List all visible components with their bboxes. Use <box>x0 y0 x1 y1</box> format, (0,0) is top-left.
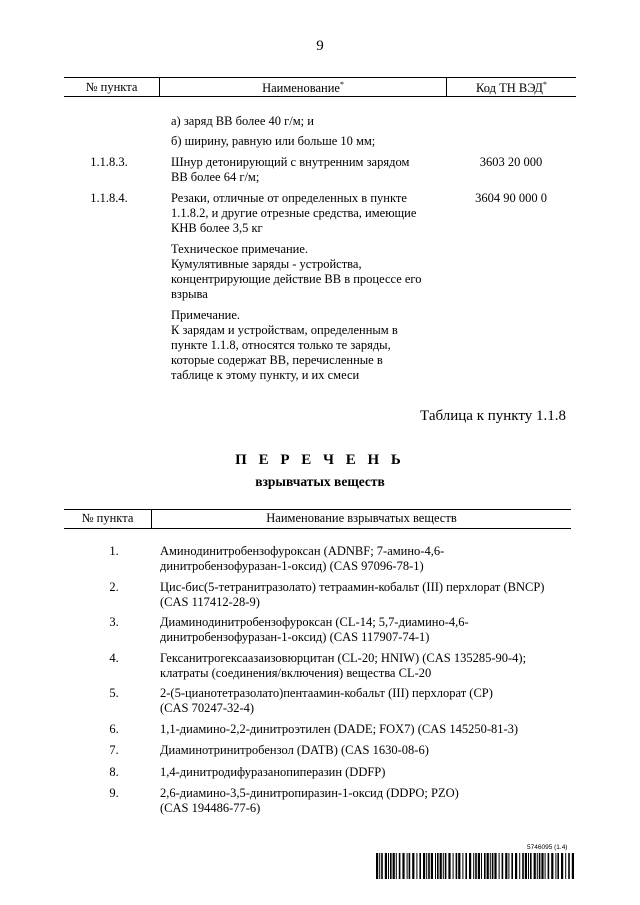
row-line: пункте 1.1.8, относятся только те заряды, <box>171 338 391 352</box>
row-line: (CAS 117412-28-9) <box>160 595 260 609</box>
list-title: П Е Р Е Ч Е Н Ь <box>235 452 405 468</box>
table2-row <box>160 765 560 780</box>
row-line: взрыва <box>171 287 208 301</box>
row-line: 1,4-динитродифуразанопиперазин (DDFP) <box>160 765 386 779</box>
table2-row <box>160 786 560 816</box>
table1-note <box>171 242 441 302</box>
row-line: 2,6-диамино-3,5-динитропиразин-1-оксид (DDPO; PZO) <box>160 786 459 800</box>
row-line: Цис-бис(5-тетранитразолато) тетраамин-кобальт (III) перхлорат (BNCP) <box>160 580 545 594</box>
table2-row <box>160 544 560 574</box>
table1-note <box>171 308 441 383</box>
row-line: (CAS 194486-77-6) <box>160 801 261 815</box>
row-line: Примечание. <box>171 308 241 322</box>
row-line: К зарядам и устройствам, определенным в <box>171 323 398 337</box>
table2-row <box>160 580 560 610</box>
page-number: 9 <box>316 38 324 54</box>
list-subtitle: взрывчатых веществ <box>255 474 385 489</box>
table2-row-num: 2. <box>109 580 119 594</box>
table2-row <box>160 615 560 645</box>
table1-header-num: № пункта <box>85 80 138 94</box>
table2-header-rule <box>64 528 571 529</box>
table2-row-num: 3. <box>109 615 119 629</box>
table2-header-num: № пункта <box>81 511 134 525</box>
footnote-mark: * <box>542 80 547 89</box>
table2-row <box>160 686 560 716</box>
row-line: (CAS 70247-32-4) <box>160 701 255 715</box>
table1-header-code: Код ТН ВЭД* <box>476 80 547 96</box>
footnote-mark: * <box>339 80 344 89</box>
table1-row-code: 3603 20 000 <box>479 155 543 169</box>
table1-row <box>171 114 441 129</box>
table2-top-rule <box>64 509 571 510</box>
table2-row-num: 8. <box>109 765 119 779</box>
table2-row <box>160 651 560 681</box>
table1-top-rule <box>64 77 576 78</box>
row-line: Кумулятивные заряды - устройства, <box>171 257 362 271</box>
table1-row-code: 3604 90 000 0 <box>475 191 547 205</box>
row-line: Диаминотринитробензол (DATB) (CAS 1630-08-6) <box>160 743 429 757</box>
table2-row-num: 7. <box>109 743 119 757</box>
row-line: концентрирующие действие ВВ в процессе его <box>171 272 422 286</box>
table2-row-num: 5. <box>109 686 119 700</box>
row-line: 1.1.8.2, и другие отрезные средства, имеющие <box>171 206 417 220</box>
row-line: ВВ более 64 г/м; <box>171 170 260 184</box>
barcode <box>376 853 574 879</box>
row-line: 2-(5-цианотетразолато)пентаамин-кобальт (III) перхлорат (CP) <box>160 686 493 700</box>
row-line: Резаки, отличные от определенных в пункте <box>171 191 407 205</box>
row-line: динитробензофуразан-1-оксид) (CAS 117907-74-1) <box>160 630 430 644</box>
row-line: динитробензофуразан-1-оксид) (CAS 97096-78-1) <box>160 559 424 573</box>
table2-header-name: Наименование взрывчатых веществ <box>266 511 457 525</box>
table2-row-num: 1. <box>109 544 119 558</box>
table1-row <box>171 155 441 185</box>
row-line: 1,1-диамино-2,2-динитроэтилен (DADE; FOX7) (CAS 145250-81-3) <box>160 722 519 736</box>
row-line: б) ширину, равную или больше 10 мм; <box>171 134 376 148</box>
table2-row-num: 4. <box>109 651 119 665</box>
table2-row <box>160 722 560 737</box>
row-line: КНВ более 3,5 кг <box>171 221 263 235</box>
row-line: Гексанитрогексаазаизовюрцитан (CL-20; HNIW) (CAS 135285-90-4); <box>160 651 527 665</box>
row-line: Техническое примечание. <box>171 242 309 256</box>
row-line: а) заряд ВВ более 40 г/м; и <box>171 114 314 128</box>
table1-row <box>171 134 441 149</box>
table1-row <box>171 191 441 236</box>
row-line: Шнур детонирующий с внутренним зарядом <box>171 155 410 169</box>
row-line: которые содержат ВВ, перечисленные в <box>171 353 383 367</box>
row-line: Диаминодинитробензофуроксан (CL-14; 5,7-диамино-4,6- <box>160 615 469 629</box>
table1-header-name: Наименование* <box>262 80 344 96</box>
table1-row-num: 1.1.8.3. <box>90 155 128 169</box>
table2-row-num: 6. <box>109 722 119 736</box>
document-code: 5746095 (1.4) <box>527 844 568 851</box>
table2-row <box>160 743 560 758</box>
table2-row-num: 9. <box>109 786 119 800</box>
table1-row-num: 1.1.8.4. <box>90 191 128 205</box>
row-line: клатраты (соединения/включения) вещества CL-20 <box>160 666 432 680</box>
row-line: Аминодинитробензофуроксан (ADNBF; 7-амино-4,6- <box>160 544 445 558</box>
row-line: таблице к этому пункту, и их смеси <box>171 368 360 382</box>
table-reference: Таблица к пункту 1.1.8 <box>420 408 566 424</box>
